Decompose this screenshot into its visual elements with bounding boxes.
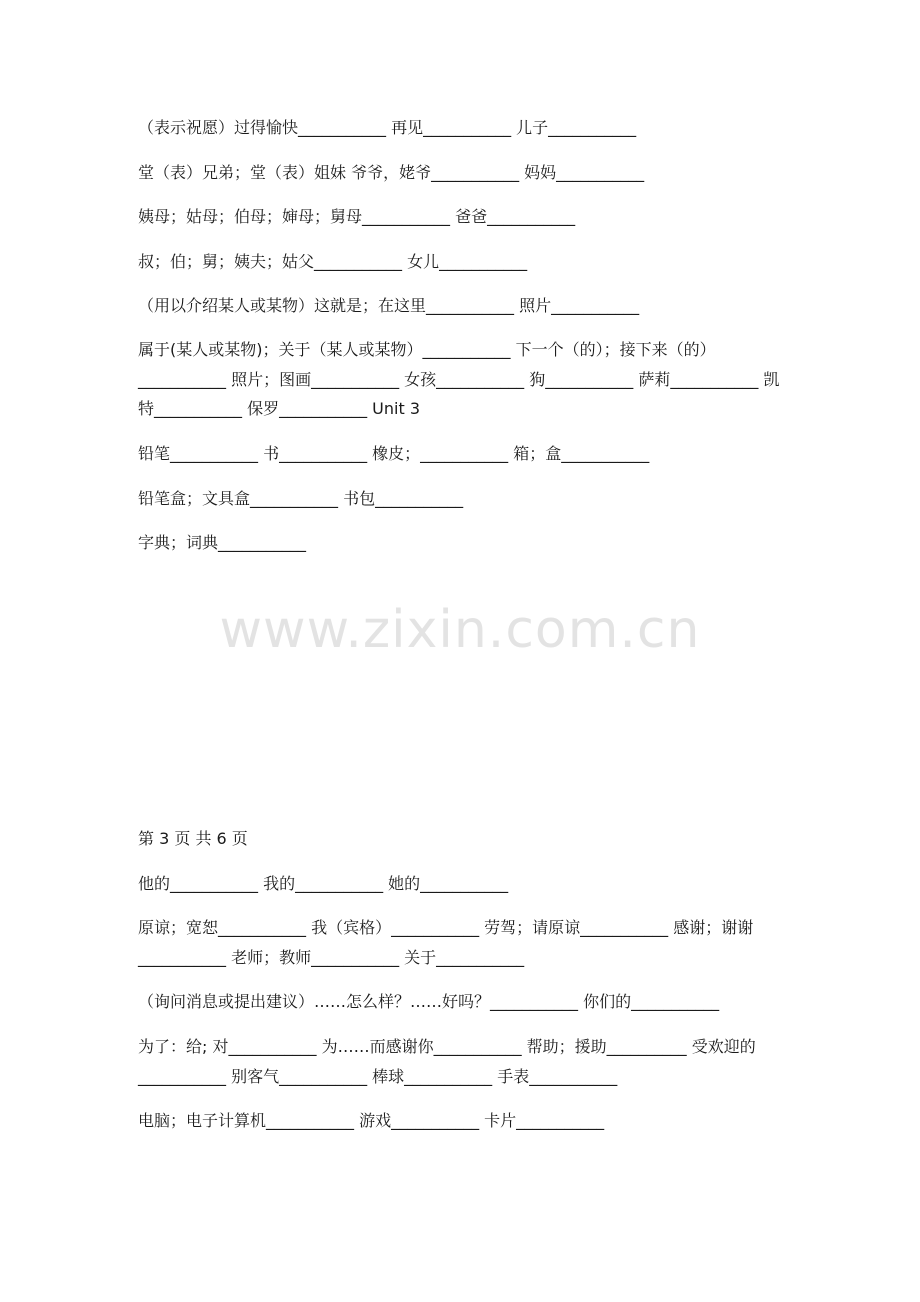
page-footer: 第 3 页 共 6 页 (138, 829, 248, 848)
vocab-line-8: 铅笔盒；文具盒___________ 书包___________ (138, 489, 464, 508)
vocab-line-12: （询问消息或提出建议）……怎么样？……好吗？___________ 你们的___________ (138, 992, 720, 1011)
vocab-line-14: 电脑；电子计算机___________ 游戏___________ 卡片___________ (138, 1111, 605, 1130)
vocab-line-11: 原谅；宽恕___________ 我（宾格）___________ 劳驾；请原谅___________ 感谢；谢谢___________ 老师；教师___________ 关于___________ (138, 918, 754, 967)
vocab-line-3: 姨母；姑母；伯母；婶母；舅母___________ 爸爸___________ (138, 207, 576, 226)
vocab-line-13: 为了：给; 对___________ 为……而感谢你___________ 帮助；援助__________ 受欢迎的___________ 别客气___________ 棒球___________ 手表___________ (138, 1037, 756, 1086)
vocab-line-4: 叔；伯；舅；姨夫；姑父___________ 女儿___________ (138, 252, 528, 271)
vocab-line-9: 字典；词典___________ (138, 533, 307, 552)
vocab-line-2: 堂（表）兄弟；堂（表）姐妹 爷爷，姥爷___________ 妈妈___________ (138, 163, 645, 182)
vocab-line-1: （表示祝愿）过得愉快___________ 再见___________ 儿子___________ (138, 118, 637, 137)
vocab-line-10: 他的___________ 我的___________ 她的___________ (138, 874, 509, 893)
vocab-line-6: 属于(某人或某物)；关于（某人或某物）___________ 下一个（的）；接下来（的）___________ 照片；图画___________ 女孩___________ 狗___________ 萨莉___________ 凯特___________ 保罗___________ Unit 3 (138, 340, 780, 418)
vocab-line-5: （用以介绍某人或某物）这就是；在这里___________ 照片___________ (138, 296, 640, 315)
vocab-line-7: 铅笔___________ 书___________ 橡皮；___________ 箱；盒___________ (138, 444, 650, 463)
watermark: www.zixin.com.cn (219, 600, 701, 660)
